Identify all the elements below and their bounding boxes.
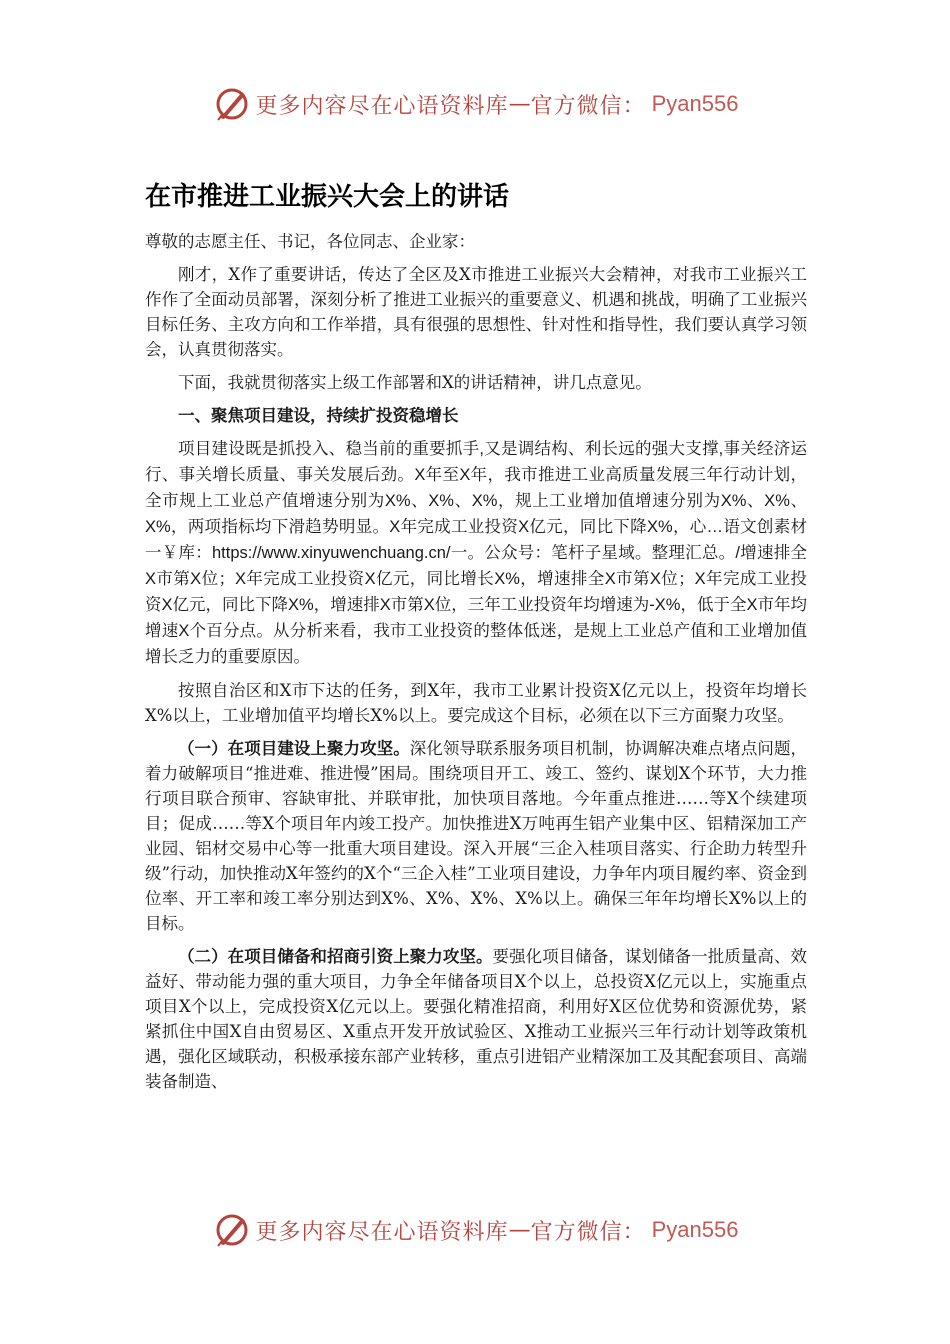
section-heading-1: 一、聚焦项目建设，持续扩投资稳增长 — [178, 406, 459, 425]
page-title: 在市推进工业振兴大会上的讲话 — [145, 182, 510, 212]
banner-label: 官方微信： — [530, 1219, 646, 1245]
paragraph-3-part-b: https://www.xinyuwenchuang.cn/一。公众号：笔杆子星域。整理汇总。/增速排全X市第X位；X年完成工业投资X亿元，同比增长X%，增速排全X市第X位；X年完成工业投资X亿元，同比下降X%，增速排X市第X位，三年工业投资年均增速为-X%，低于全X市年均增速X个百分点。从分析来看，我市工业投资的整体低迷，是规上工业总产值和工业增加值增长乏力的重要原因。 — [145, 544, 808, 666]
paragraph-1: 刚才，X作了重要讲话，传达了全区及X市推进工业振兴大会精神，对我市工业振兴工作作了全面动员部署，深刻分析了推进工业振兴的重要意义、机遇和挑战，明确了工业振兴目标任务、主攻方向和工作举措，具有很强的思想性、针对性和指导性，我们要认真学习领会，认真贯彻落实。 — [145, 265, 807, 359]
quill-logo-icon — [212, 84, 252, 124]
subsection-2 — [145, 944, 807, 1094]
header-banner — [0, 82, 950, 126]
quill-logo-icon — [212, 1210, 252, 1250]
subsection-2-lead: （二）在项目储备和招商引资上聚力攻坚。 — [178, 947, 493, 966]
banner-text: 更多内容尽在心语资料库 — [255, 1219, 509, 1245]
banner-dash: — — [508, 91, 531, 117]
banner-text: 更多内容尽在心语资料库 — [255, 93, 509, 119]
banner-wechat-id: Pyan556 — [651, 91, 739, 116]
paragraph-2: 下面，我就贯彻落实上级工作部署和X的讲话精神，讲几点意见。 — [178, 373, 652, 392]
salutation: 尊敬的志愿主任、书记，各位同志、企业家： — [145, 232, 475, 251]
banner-dash: — — [508, 1217, 531, 1243]
subsection-2-body: 要强化项目储备，谋划储备一批质量高、效益好、带动能力强的重大项目，力争全年储备项目X个以上，总投资X亿元以上，实施重点项目X个以上，完成投资X亿元以上。要强化精准招商，利用好X区位优势和资源优势，紧紧抓住中国X自由贸易区、X重点开发开放试验区、X推动工业振兴三年行动计划等政策机遇，强化区域联动，积极承接东部产业转移，重点引进铝产业精深加工及其配套项目、高端装备制造、 — [145, 947, 808, 1091]
subsection-1 — [145, 736, 807, 936]
footer-banner — [0, 1208, 950, 1252]
subsection-1-lead: （一）在项目建设上聚力攻坚。 — [178, 739, 410, 758]
banner-wechat-id: Pyan556 — [651, 1217, 739, 1242]
subsection-1-body: 深化领导联系服务项目机制，协调解决难点堵点问题，着力破解项目“推进难、推进慢”困局。围绕项目开工、竣工、签约、谋划X个环节，大力推行项目联合预审、容缺审批、并联审批，加快项目落地。今年重点推进……等X个续建项目；促成……等X个项目年内竣工投产。加快推进X万吨再生铝产业集中区、铝精深加工产业园、铝材交易中心等一批重大项目建设。深入开展“三企入桂项目落实、行企助力转型升级”行动，加快推动X年签约的X个“三企入桂”工业项目建设，力争年内项目履约率、资金到位率、开工率和竣工率分别达到X%、X%、X%、X%以上。确保三年年均增长X%以上的目标。 — [145, 739, 808, 933]
paragraph-4: 按照自治区和X市下达的任务，到X年，我市工业累计投资X亿元以上，投资年均增长X%以上，工业增加值平均增长X%以上。要完成这个目标，必须在以下三方面聚力攻坚。 — [145, 681, 807, 725]
paragraph-3 — [145, 436, 807, 670]
paragraph-3-part-a: 项目建设既是抓投入、稳当前的重要抓手,又是调结构、利长远的强大支撑,事关经济运行、事关增长质量、事关发展后劲。X年至X年，我市推进工业高质量发展三年行动计划，全市规上工业总产值增速分别为X%、X%、X%，规上工业增加值增速分别为X%、X%、X%，两项指标均下滑趋势明显。X年完成工业投资X亿元，同比下降X%，心…语文创素材一￥库： — [145, 440, 807, 562]
document-body — [145, 229, 807, 1102]
banner-label: 官方微信： — [530, 93, 646, 119]
